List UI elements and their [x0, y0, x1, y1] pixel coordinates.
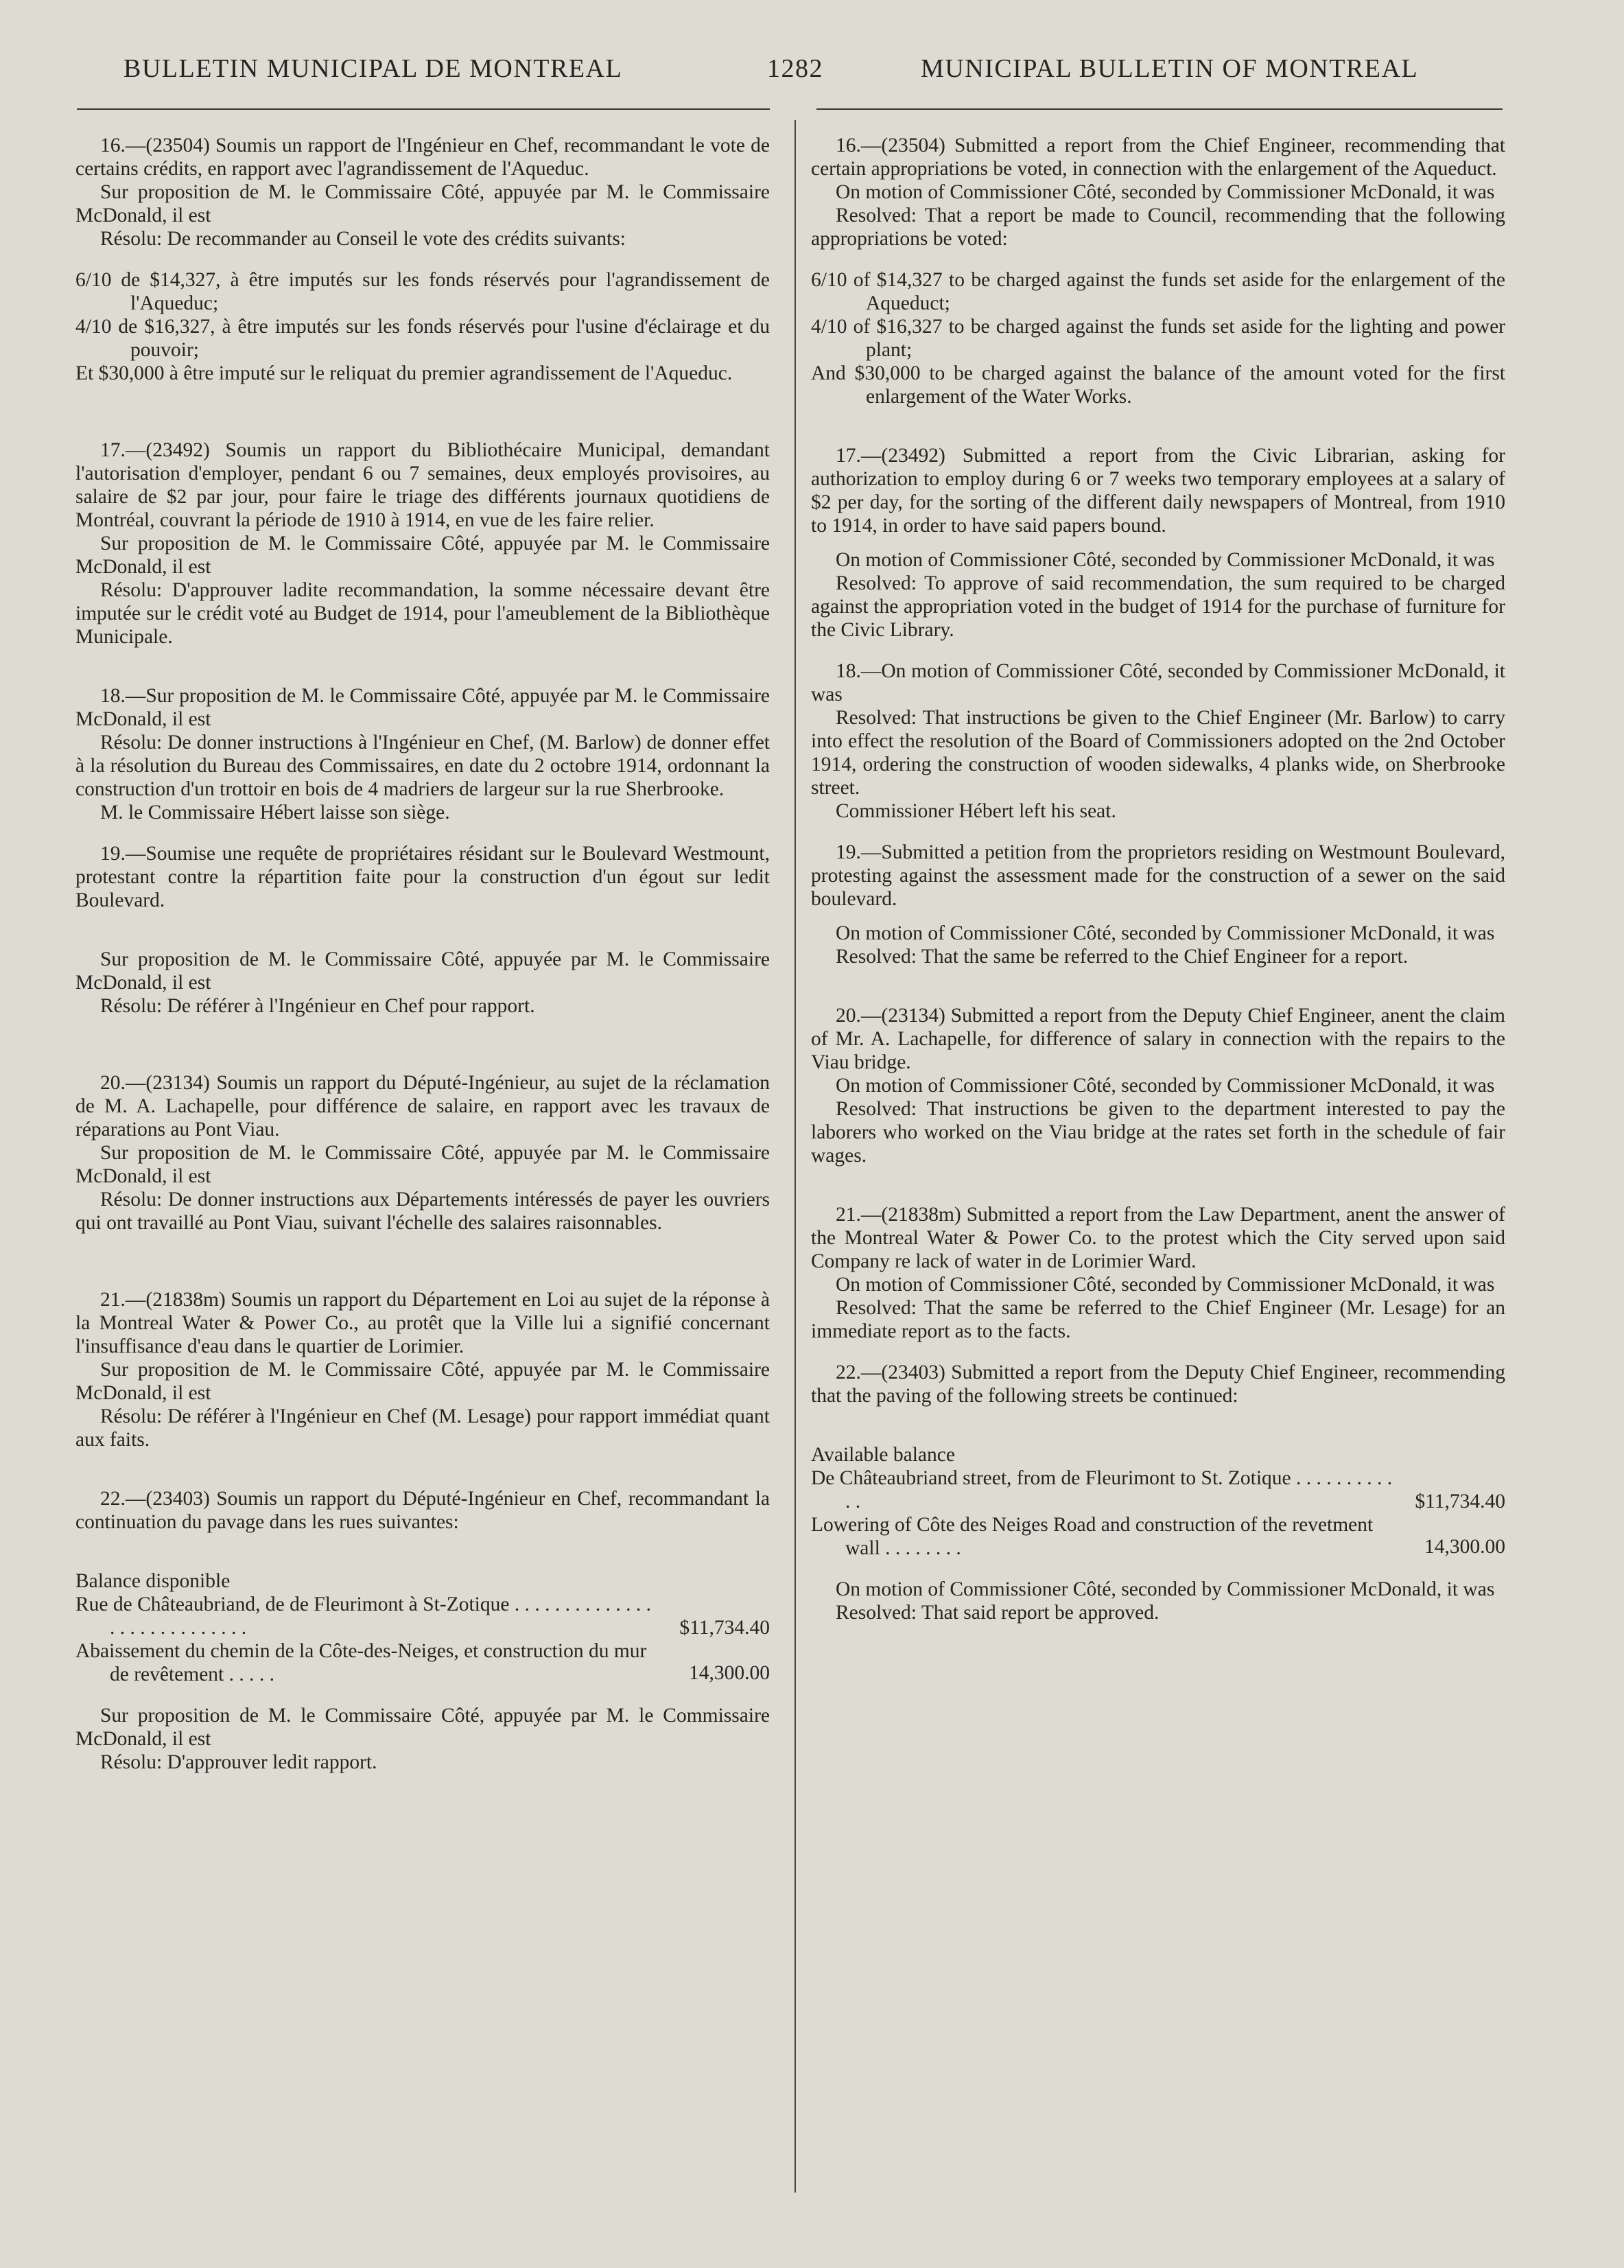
item-intro: 22.—(23403) Soumis un rapport du Député-Ingénieur en Chef, recommandant la continuation du pavage dans les rues suivantes:	[75, 1488, 770, 1533]
resolution-text: Résolu: De donner instructions à l'Ingénieur en Chef, (M. Barlow) de donner effet à la résolution du Bureau des Commissaires, en date du 2 octobre 1914, ordonnant la construction d'un trottoir en bois de 4 madriers de largeur sur la rue Sherbrooke.	[75, 732, 770, 800]
item-intro: 20.—(23134) Soumis un rapport du Député-Ingénieur, au sujet de la réclamation de M. A. Lachapelle, pour différence de salaire, en rapport avec les travaux de réparations au Pont Viau.	[75, 1072, 770, 1141]
item-intro: 17.—(23492) Soumis un rapport du Bibliothécaire Municipal, demandant l'autorisation d'employer, pendant 6 ou 7 semaines, deux employés provisoires, au salaire de $2 par jour, pour faire le triage des différents journaux quotidiens de Montréal, couvrant la période de 1910 à 1914, en vue de les faire relier.	[75, 439, 770, 531]
item-20-en	[811, 1004, 1505, 1167]
appropriation-item: 4/10 de $16,327, à être imputés sur les fonds réservés pour l'usine d'éclairage et du pouvoir;	[75, 316, 770, 361]
item-intro: 21.—(21838m) Submitted a report from the Law Department, anent the answer of the Montreal Water & Power Co. to the protest which the City served upon said Company re lack of water in de Lorimier Ward.	[811, 1204, 1505, 1272]
paving-row	[75, 1593, 770, 1639]
paving-street: Lowering of Côte des Neiges Road and construction of the revetment wall . . . . . . . .	[811, 1514, 1374, 1559]
motion-text: On motion of Commissioner Côté, seconded by Commissioner McDonald, it was	[836, 1075, 1495, 1097]
item-18-fr	[75, 684, 770, 824]
item-intro: 19.—Submitted a petition from the proprietors residing on Westmount Boulevard, protesting against the assessment made for the construction of a sewer on the said boulevard.	[811, 841, 1505, 910]
item-18-en	[811, 659, 1505, 823]
paving-amount: 14,300.00	[1424, 1536, 1505, 1558]
item-intro: 22.—(23403) Submitted a report from the Deputy Chief Engineer, recommending that the paving of the following streets be continued:	[811, 1361, 1505, 1407]
motion-text: On motion of Commissioner Côté, seconded by Commissioner McDonald, it was	[836, 1274, 1495, 1296]
running-head-english: MUNICIPAL BULLETIN OF MONTREAL	[921, 54, 1419, 83]
page-number: 1282	[767, 54, 823, 83]
item-intro: 16.—(23504) Soumis un rapport de l'Ingénieur en Chef, recommandant le vote de certains crédits, en rapport avec l'agrandissement de l'Aqueduc.	[75, 135, 770, 180]
paving-amount: $11,734.40	[679, 1617, 770, 1639]
resolution-text: Resolved: That the same be referred to the Chief Engineer (Mr. Lesage) for an immediate report as to the facts.	[811, 1297, 1505, 1342]
paving-street: Rue de Châteaubriand, de de Fleurimont à St-Zotique . . . . . . . . . . . . . . . . . . . . . . . . . . . .	[75, 1593, 651, 1639]
item-21-en	[811, 1203, 1505, 1343]
resolution-text: Resolved: That the same be referred to the Chief Engineer for a report.	[836, 946, 1409, 968]
item-20-fr	[75, 1071, 770, 1235]
running-head-french: BULLETIN MUNICIPAL DE MONTREAL	[123, 54, 623, 83]
appropriation-item: 6/10 de $14,327, à être imputés sur les fonds réservés pour l'agrandissement de l'Aqueduc;	[75, 269, 770, 314]
item-intro: 18.—Sur proposition de M. le Commissaire Côté, appuyée par M. le Commissaire McDonald, il est	[75, 685, 770, 730]
appropriation-item: 4/10 of $16,327 to be charged against the funds set aside for the lighting and power plant;	[811, 316, 1505, 361]
motion-text: Sur proposition de M. le Commissaire Côté, appuyée par M. le Commissaire McDonald, il est	[75, 181, 770, 226]
balance-column-heading: Balance disponible	[75, 1570, 231, 1592]
resolution-text: Resolved: That said report be approved.	[836, 1602, 1160, 1624]
item-intro: 20.—(23134) Submitted a report from the Deputy Chief Engineer, anent the claim of Mr. A. Lachapelle, for difference of salary in connection with the repairs to the Viau bridge.	[811, 1005, 1505, 1073]
paving-amount: $11,734.40	[1415, 1490, 1505, 1512]
appropriation-item: Et $30,000 à être imputé sur le reliquat du premier agrandissement de l'Aqueduc.	[75, 362, 733, 384]
resolution-text: Résolu: De donner instructions aux Départements intéressés de payer les ouvriers qui ont travaillé au Pont Viau, suivant l'échelle des salaires raisonnables.	[75, 1189, 770, 1234]
balance-column-heading: Available balance	[811, 1444, 955, 1466]
resolution-text: Résolu: De recommander au Conseil le vote des crédits suivants:	[100, 228, 626, 250]
motion-text: On motion of Commissioner Côté, seconded by Commissioner McDonald, it was	[836, 1578, 1495, 1600]
item-19-en	[811, 841, 1505, 968]
motion-text: Sur proposition de M. le Commissaire Côté, appuyée par M. le Commissaire McDonald, il est	[75, 948, 770, 994]
resolution-text: Résolu: D'approuver ladite recommandation, la somme nécessaire devant être imputée sur le crédit voté au Budget de 1914, pour l'ameublement de la Bibliothèque Municipale.	[75, 579, 770, 648]
paving-street: De Châteaubriand street, from de Fleurimont to St. Zotique . . . . . . . . . . . .	[811, 1467, 1393, 1512]
english-column	[811, 134, 1505, 1624]
motion-text: Sur proposition de M. le Commissaire Côté, appuyée par M. le Commissaire McDonald, il est	[75, 1359, 770, 1404]
header-rule-right	[816, 108, 1503, 110]
item-16-en	[811, 134, 1505, 408]
appropriation-item: 6/10 of $14,327 to be charged against the funds set aside for the enlargement of the Aqueduct;	[811, 269, 1505, 314]
french-column	[75, 134, 770, 1774]
resolution-text: Resolved: To approve of said recommendation, the sum required to be charged against the appropriation voted in the budget of 1914 for the purchase of furniture for the Civic Library.	[811, 572, 1505, 641]
item-17-en	[811, 444, 1505, 642]
paving-row	[811, 1466, 1505, 1513]
column-divider	[795, 120, 796, 2193]
motion-text: Sur proposition de M. le Commissaire Côté, appuyée par M. le Commissaire McDonald, il est	[75, 533, 770, 578]
resolution-text: Resolved: That instructions be given to the Chief Engineer (Mr. Barlow) to carry into effect the resolution of the Board of Commissioners adopted on the 2nd October 1914, ordering the construction of wooden sidewalks, 4 planks wide, on Sherbrooke street.	[811, 707, 1505, 799]
item-17-fr	[75, 439, 770, 648]
item-intro: 19.—Soumise une requête de propriétaires résidant sur le Boulevard Westmount, protestant contre la répartition faite pour la construction d'un égout sur ledit Boulevard.	[75, 843, 770, 911]
motion-text: On motion of Commissioner Côté, seconded by Commissioner McDonald, it was	[836, 922, 1495, 944]
item-16-fr	[75, 134, 770, 385]
paving-row	[811, 1513, 1505, 1560]
paving-amount: 14,300.00	[689, 1662, 770, 1684]
item-intro: 18.—On motion of Commissioner Côté, seconded by Commissioner McDonald, it was	[811, 660, 1505, 705]
procedural-note: M. le Commissaire Hébert laisse son siège.	[100, 802, 450, 823]
motion-text: On motion of Commissioner Côté, seconded by Commissioner McDonald, it was	[836, 549, 1495, 571]
item-intro: 17.—(23492) Submitted a report from the Civic Librarian, asking for authorization to employ during 6 or 7 weeks two temporary employees at a salary of $2 per day, for the sorting of the different daily newspapers of Montreal, from 1910 to 1914, in order to have said papers bound.	[811, 445, 1505, 537]
header-rule-left	[77, 108, 770, 110]
resolution-text: Resolved: That instructions be given to the department interested to pay the laborers who worked on the Viau bridge at the rates set forth in the schedule of fair wages.	[811, 1098, 1505, 1167]
paving-street: Abaissement du chemin de la Côte-des-Neiges, et construction du mur de revêtement . . . . .	[75, 1640, 647, 1685]
item-intro: 16.—(23504) Submitted a report from the Chief Engineer, recommending that certain appropriations be voted, in connection with the enlargement of the Aqueduct.	[811, 135, 1505, 180]
resolution-text: Résolu: D'approuver ledit rapport.	[100, 1751, 377, 1773]
item-21-fr	[75, 1288, 770, 1451]
item-22-fr	[75, 1487, 770, 1774]
motion-text: Sur proposition de M. le Commissaire Côté, appuyée par M. le Commissaire McDonald, il est	[75, 1705, 770, 1750]
resolution-text: Résolu: De référer à l'Ingénieur en Chef pour rapport.	[100, 995, 535, 1017]
appropriation-item: And $30,000 to be charged against the balance of the amount voted for the first enlargement of the Water Works.	[811, 362, 1505, 408]
page-header	[0, 54, 1624, 95]
paving-row	[75, 1639, 770, 1686]
motion-text: On motion of Commissioner Côté, seconded by Commissioner McDonald, it was	[836, 181, 1495, 203]
item-22-en	[811, 1361, 1505, 1624]
resolution-text: Résolu: De référer à l'Ingénieur en Chef (M. Lesage) pour rapport immédiat quant aux faits.	[75, 1405, 770, 1451]
procedural-note: Commissioner Hébert left his seat.	[836, 800, 1116, 822]
motion-text: Sur proposition de M. le Commissaire Côté, appuyée par M. le Commissaire McDonald, il est	[75, 1142, 770, 1187]
item-intro: 21.—(21838m) Soumis un rapport du Département en Loi au sujet de la réponse à la Montreal Water & Power Co., au protêt que la Ville lui a signifié concernant l'insuffisance d'eau dans le quartier de Lorimier.	[75, 1289, 770, 1357]
resolution-text: Resolved: That a report be made to Council, recommending that the following appropriations be voted:	[811, 204, 1505, 250]
item-19-fr	[75, 842, 770, 1018]
